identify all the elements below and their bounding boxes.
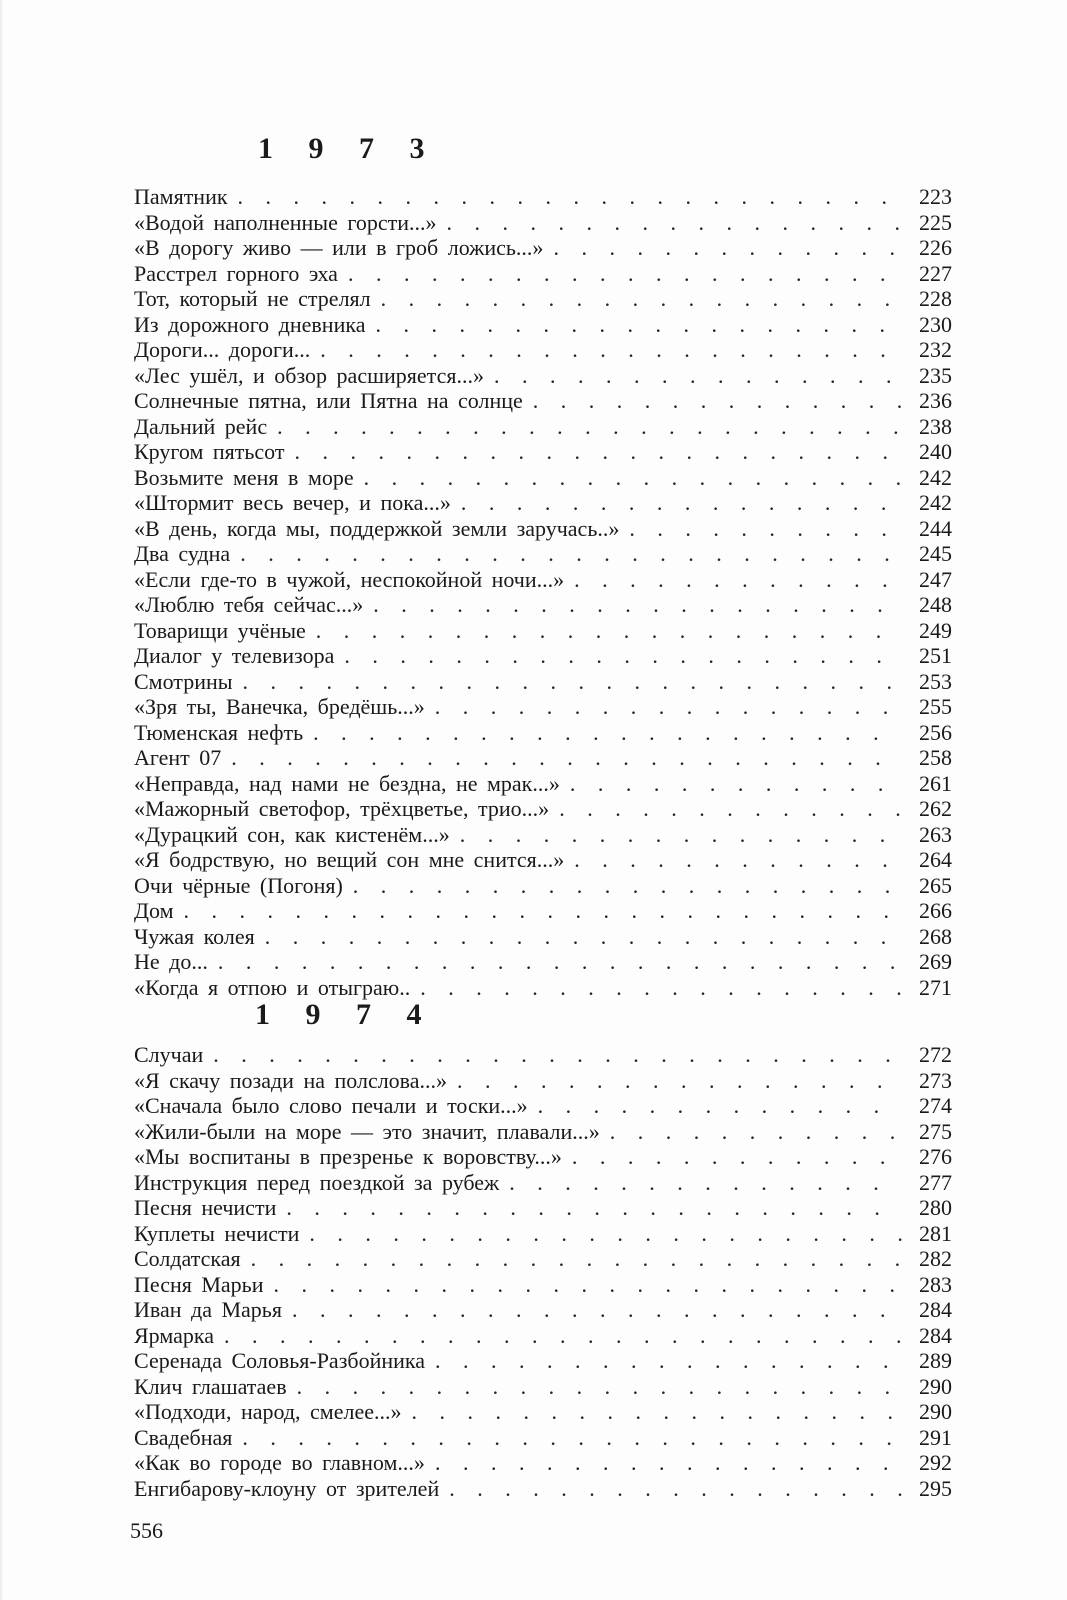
toc-entry-page: 264: [919, 847, 952, 872]
toc-entry-page: 240: [919, 439, 952, 464]
toc-section-1974: [134, 1042, 952, 1501]
toc-entry-title: Очи чёрные (Погоня): [134, 872, 343, 898]
toc-entry-page: 275: [919, 1118, 952, 1144]
toc-entry-title: Агент 07: [134, 745, 222, 770]
toc-entry-page: 230: [919, 311, 952, 337]
toc-entry: [134, 363, 952, 389]
toc-entry: [134, 567, 952, 593]
toc-entry-page: 238: [919, 413, 952, 439]
toc-entry-title: Енгибарову-клоуну от зрителей: [134, 1475, 440, 1501]
dot-leader: [286, 1195, 902, 1221]
toc-entry-page: 281: [919, 1220, 952, 1246]
toc-entry: [134, 1323, 952, 1349]
toc-entry-title: Памятник: [134, 184, 228, 209]
toc-entry-title: «Водой наполненные горсти...»: [134, 209, 437, 235]
toc-entry-page: 225: [919, 209, 952, 235]
toc-entry-title: «Сначала было слово печали и тоски...»: [134, 1093, 528, 1118]
toc-entry-title: Из дорожного дневника: [134, 311, 366, 337]
toc-entry-page: 244: [919, 515, 952, 541]
toc-entry-title: «Лес ушёл, и обзор расширяется...»: [134, 362, 484, 388]
dot-leader: [572, 1144, 902, 1170]
toc-entry: [134, 847, 952, 873]
toc-entry-page: 276: [919, 1144, 952, 1169]
toc-entry-title: «Когда я отпою и отыграю..: [134, 974, 411, 1000]
dot-leader: [375, 312, 902, 338]
toc-entry-title: Солнечные пятна, или Пятна на солнце: [134, 388, 523, 413]
dot-leader: [533, 388, 902, 414]
dot-leader: [412, 1399, 903, 1425]
toc-entry-title: «Мажорный светофор, трёхцветье, трио...»: [134, 796, 550, 821]
toc-entry-page: 269: [919, 949, 952, 974]
toc-entry: [134, 235, 952, 261]
toc-entry-page: 253: [919, 668, 952, 694]
dot-leader: [381, 286, 902, 312]
dot-leader: [610, 1119, 902, 1145]
toc-entry: [134, 771, 952, 797]
toc-entry: [134, 898, 952, 924]
toc-entry: [134, 1119, 952, 1145]
toc-entry-page: 261: [919, 770, 952, 796]
toc-entry-title: Возьмите меня в море: [134, 464, 354, 490]
toc-entry-title: Свадебная: [134, 1424, 233, 1450]
toc-entry: [134, 669, 952, 695]
toc-entry-title: Товарищи учёные: [134, 617, 306, 643]
toc-entry-page: 282: [919, 1246, 952, 1271]
toc-entry: [134, 796, 952, 822]
toc-entry-title: «В дорогу живо — или в гроб ложись...»: [134, 235, 544, 260]
dot-leader: [242, 1425, 902, 1451]
toc-entry: [134, 337, 952, 363]
toc-entry: [134, 388, 952, 414]
toc-entry-title: Не до...: [134, 949, 208, 974]
toc-entry: [134, 592, 952, 618]
dot-leader: [629, 516, 902, 542]
dot-leader: [559, 796, 902, 822]
toc-entry: [134, 1272, 952, 1298]
toc-entry-page: 280: [919, 1195, 952, 1220]
toc-entry-title: «Я скачу позади на полслова...»: [134, 1067, 448, 1093]
dot-leader: [570, 771, 902, 797]
toc-entry-page: 247: [919, 566, 952, 592]
page-number: 556: [130, 1518, 163, 1543]
toc-entry-page: 232: [919, 337, 952, 362]
toc-entry: [134, 873, 952, 899]
toc-entry: [134, 924, 952, 950]
toc-entry-page: 274: [919, 1093, 952, 1118]
dot-leader: [309, 1221, 902, 1247]
toc-entry-title: «Жили-были на море — это значит, плавали...»: [134, 1118, 600, 1144]
toc-section-1973: [134, 184, 952, 1000]
dot-leader: [553, 235, 902, 261]
toc-entry: [134, 694, 952, 720]
dot-leader: [243, 669, 902, 695]
toc-entry: [134, 1195, 952, 1221]
toc-entry-title: Кругом пятьсот: [134, 439, 285, 464]
toc-entry-title: «Как во городе во главном...»: [134, 1450, 425, 1475]
toc-entry-title: Диалог у телевизора: [134, 643, 335, 668]
toc-entry-title: «Штормит весь вечер, и пока...»: [134, 490, 451, 515]
toc-entry-title: Тот, который не стрелял: [134, 286, 371, 311]
toc-entry-page: 283: [919, 1271, 952, 1297]
toc-entry-page: 265: [919, 872, 952, 898]
dot-leader: [292, 1297, 902, 1323]
toc-entry-title: Инструкция перед поездкой за рубеж: [134, 1169, 500, 1195]
dot-leader: [574, 847, 902, 873]
dot-leader: [251, 1246, 902, 1272]
toc-entry: [134, 1374, 952, 1400]
toc-entry-title: Клич глашатаев: [134, 1373, 287, 1399]
dot-leader: [344, 643, 902, 669]
toc-entry-title: Серенада Соловья-Разбойника: [134, 1348, 426, 1373]
toc-entry: [134, 1042, 952, 1068]
toc-entry-title: Иван да Марья: [134, 1297, 282, 1322]
dot-leader: [348, 261, 902, 287]
toc-entry-title: «Если где-то в чужой, неспокойной ночи...»: [134, 566, 565, 592]
toc-entry-title: Песня Марьи: [134, 1271, 264, 1297]
toc-entry-page: 291: [919, 1424, 952, 1450]
dot-leader: [435, 694, 902, 720]
toc-entry-page: 228: [919, 286, 952, 311]
toc-entry: [134, 822, 952, 848]
toc-entry-page: 273: [919, 1067, 952, 1093]
toc-entry-page: 289: [919, 1348, 952, 1373]
toc-entry-page: 258: [919, 745, 952, 770]
toc-entry-title: Чужая колея: [134, 923, 255, 949]
dot-leader: [460, 822, 902, 848]
toc-entry: [134, 643, 952, 669]
dot-leader: [353, 873, 902, 899]
toc-entry-title: Смотрины: [134, 668, 233, 694]
dot-leader: [238, 184, 902, 210]
toc-entry: [134, 1221, 952, 1247]
toc-entry-title: «Мы воспитаны в презренье к воровству...»: [134, 1144, 562, 1169]
toc-entry-title: Песня нечисти: [134, 1195, 277, 1220]
toc-entry: [134, 516, 952, 542]
dot-leader: [449, 1476, 902, 1502]
toc-entry: [134, 975, 952, 1001]
dot-leader: [420, 975, 902, 1001]
dot-leader: [297, 1374, 902, 1400]
toc-entry: [134, 1348, 952, 1374]
toc-entry-title: Два судна: [134, 541, 231, 566]
toc-entry: [134, 261, 952, 287]
toc-entry-page: 256: [919, 719, 952, 745]
toc-entry-page: 255: [919, 694, 952, 719]
toc-entry: [134, 1399, 952, 1425]
toc-entry-page: 251: [919, 643, 952, 668]
toc-entry: [134, 618, 952, 644]
toc-entry-title: «Зря ты, Ванечка, бредёшь...»: [134, 694, 425, 719]
toc-entry: [134, 184, 952, 210]
toc-entry-page: 262: [919, 796, 952, 821]
dot-leader: [494, 363, 902, 389]
toc-entry: [134, 745, 952, 771]
toc-entry: [134, 439, 952, 465]
dot-leader: [446, 210, 902, 236]
dot-leader: [373, 592, 902, 618]
toc-entry-page: 272: [919, 1042, 952, 1067]
toc-entry-title: «Люблю тебя сейчас...»: [134, 592, 364, 617]
toc-entry-page: 248: [919, 592, 952, 617]
toc-entry: [134, 720, 952, 746]
toc-entry: [134, 1170, 952, 1196]
toc-entry: [134, 286, 952, 312]
toc-entry-page: 223: [919, 184, 952, 209]
toc-entry-title: Дороги... дороги...: [134, 337, 311, 362]
dot-leader: [213, 1042, 902, 1068]
dot-leader: [316, 618, 902, 644]
toc-entry-title: «В день, когда мы, поддержкой земли заручась..»: [134, 515, 620, 541]
toc-entry: [134, 1476, 952, 1502]
dot-leader: [364, 465, 902, 491]
toc-entry: [134, 949, 952, 975]
toc-entry: [134, 1450, 952, 1476]
toc-entry: [134, 1425, 952, 1451]
toc-entry-title: Солдатская: [134, 1246, 241, 1271]
dot-leader: [457, 1068, 902, 1094]
dot-leader: [461, 490, 902, 516]
dot-leader: [313, 720, 902, 746]
dot-leader: [274, 1272, 903, 1298]
toc-entry: [134, 490, 952, 516]
toc-entry-title: Тюменская нефть: [134, 719, 304, 745]
toc-entry: [134, 312, 952, 338]
toc-entry: [134, 1068, 952, 1094]
toc-entry-page: 266: [919, 898, 952, 923]
dot-leader: [224, 1323, 902, 1349]
toc-entry-page: 271: [919, 974, 952, 1000]
toc-entry-page: 268: [919, 923, 952, 949]
toc-entry: [134, 1144, 952, 1170]
toc-entry: [134, 1297, 952, 1323]
toc-entry: [134, 1093, 952, 1119]
toc-entry-page: 226: [919, 235, 952, 260]
toc-entry: [134, 465, 952, 491]
toc-entry-page: 284: [919, 1297, 952, 1322]
dot-leader: [218, 949, 902, 975]
toc-entry-page: 290: [919, 1373, 952, 1399]
year-heading-1974: 1 9 7 4: [255, 998, 436, 1031]
toc-entry-page: 242: [919, 464, 952, 490]
toc-entry-title: «Подходи, народ, смелее...»: [134, 1399, 402, 1424]
toc-entry-page: 227: [919, 260, 952, 286]
toc-entry: [134, 1246, 952, 1272]
dot-leader: [265, 924, 902, 950]
toc-entry-page: 235: [919, 362, 952, 388]
toc-entry-title: Расстрел горного эха: [134, 260, 338, 286]
toc-entry-page: 292: [919, 1450, 952, 1475]
toc-entry-title: «Дурацкий сон, как кистенём...»: [134, 821, 450, 847]
toc-entry-page: 277: [919, 1169, 952, 1195]
toc-entry: [134, 414, 952, 440]
dot-leader: [435, 1348, 902, 1374]
toc-entry-page: 263: [919, 821, 952, 847]
toc-entry-title: Дом: [134, 898, 174, 923]
dot-leader: [295, 439, 903, 465]
dot-leader: [240, 541, 902, 567]
dot-leader: [538, 1093, 902, 1119]
dot-leader: [509, 1170, 902, 1196]
toc-entry-title: «Я бодрствую, но вещий сон мне снится...»: [134, 847, 565, 872]
toc-entry-page: 284: [919, 1322, 952, 1348]
toc-entry-page: 242: [919, 490, 952, 515]
dot-leader: [277, 414, 902, 440]
toc-entry-page: 249: [919, 617, 952, 643]
dot-leader: [320, 337, 902, 363]
toc-entry-title: Куплеты нечисти: [134, 1220, 300, 1246]
toc-entry-page: 290: [919, 1399, 952, 1424]
toc-entry-title: «Неправда, над нами не бездна, не мрак...»: [134, 770, 560, 796]
toc-entry-page: 236: [919, 388, 952, 413]
year-heading-1973: 1 9 7 3: [258, 132, 439, 165]
toc-entry-page: 295: [919, 1475, 952, 1501]
dot-leader: [435, 1450, 902, 1476]
toc-entry-page: 245: [919, 541, 952, 566]
toc-entry: [134, 541, 952, 567]
toc-entry-title: Дальний рейс: [134, 413, 268, 439]
dot-leader: [574, 567, 902, 593]
toc-entry-title: Ярмарка: [134, 1322, 214, 1348]
toc-entry-title: Случаи: [134, 1042, 204, 1067]
dot-leader: [184, 898, 902, 924]
dot-leader: [231, 745, 902, 771]
toc-entry: [134, 210, 952, 236]
